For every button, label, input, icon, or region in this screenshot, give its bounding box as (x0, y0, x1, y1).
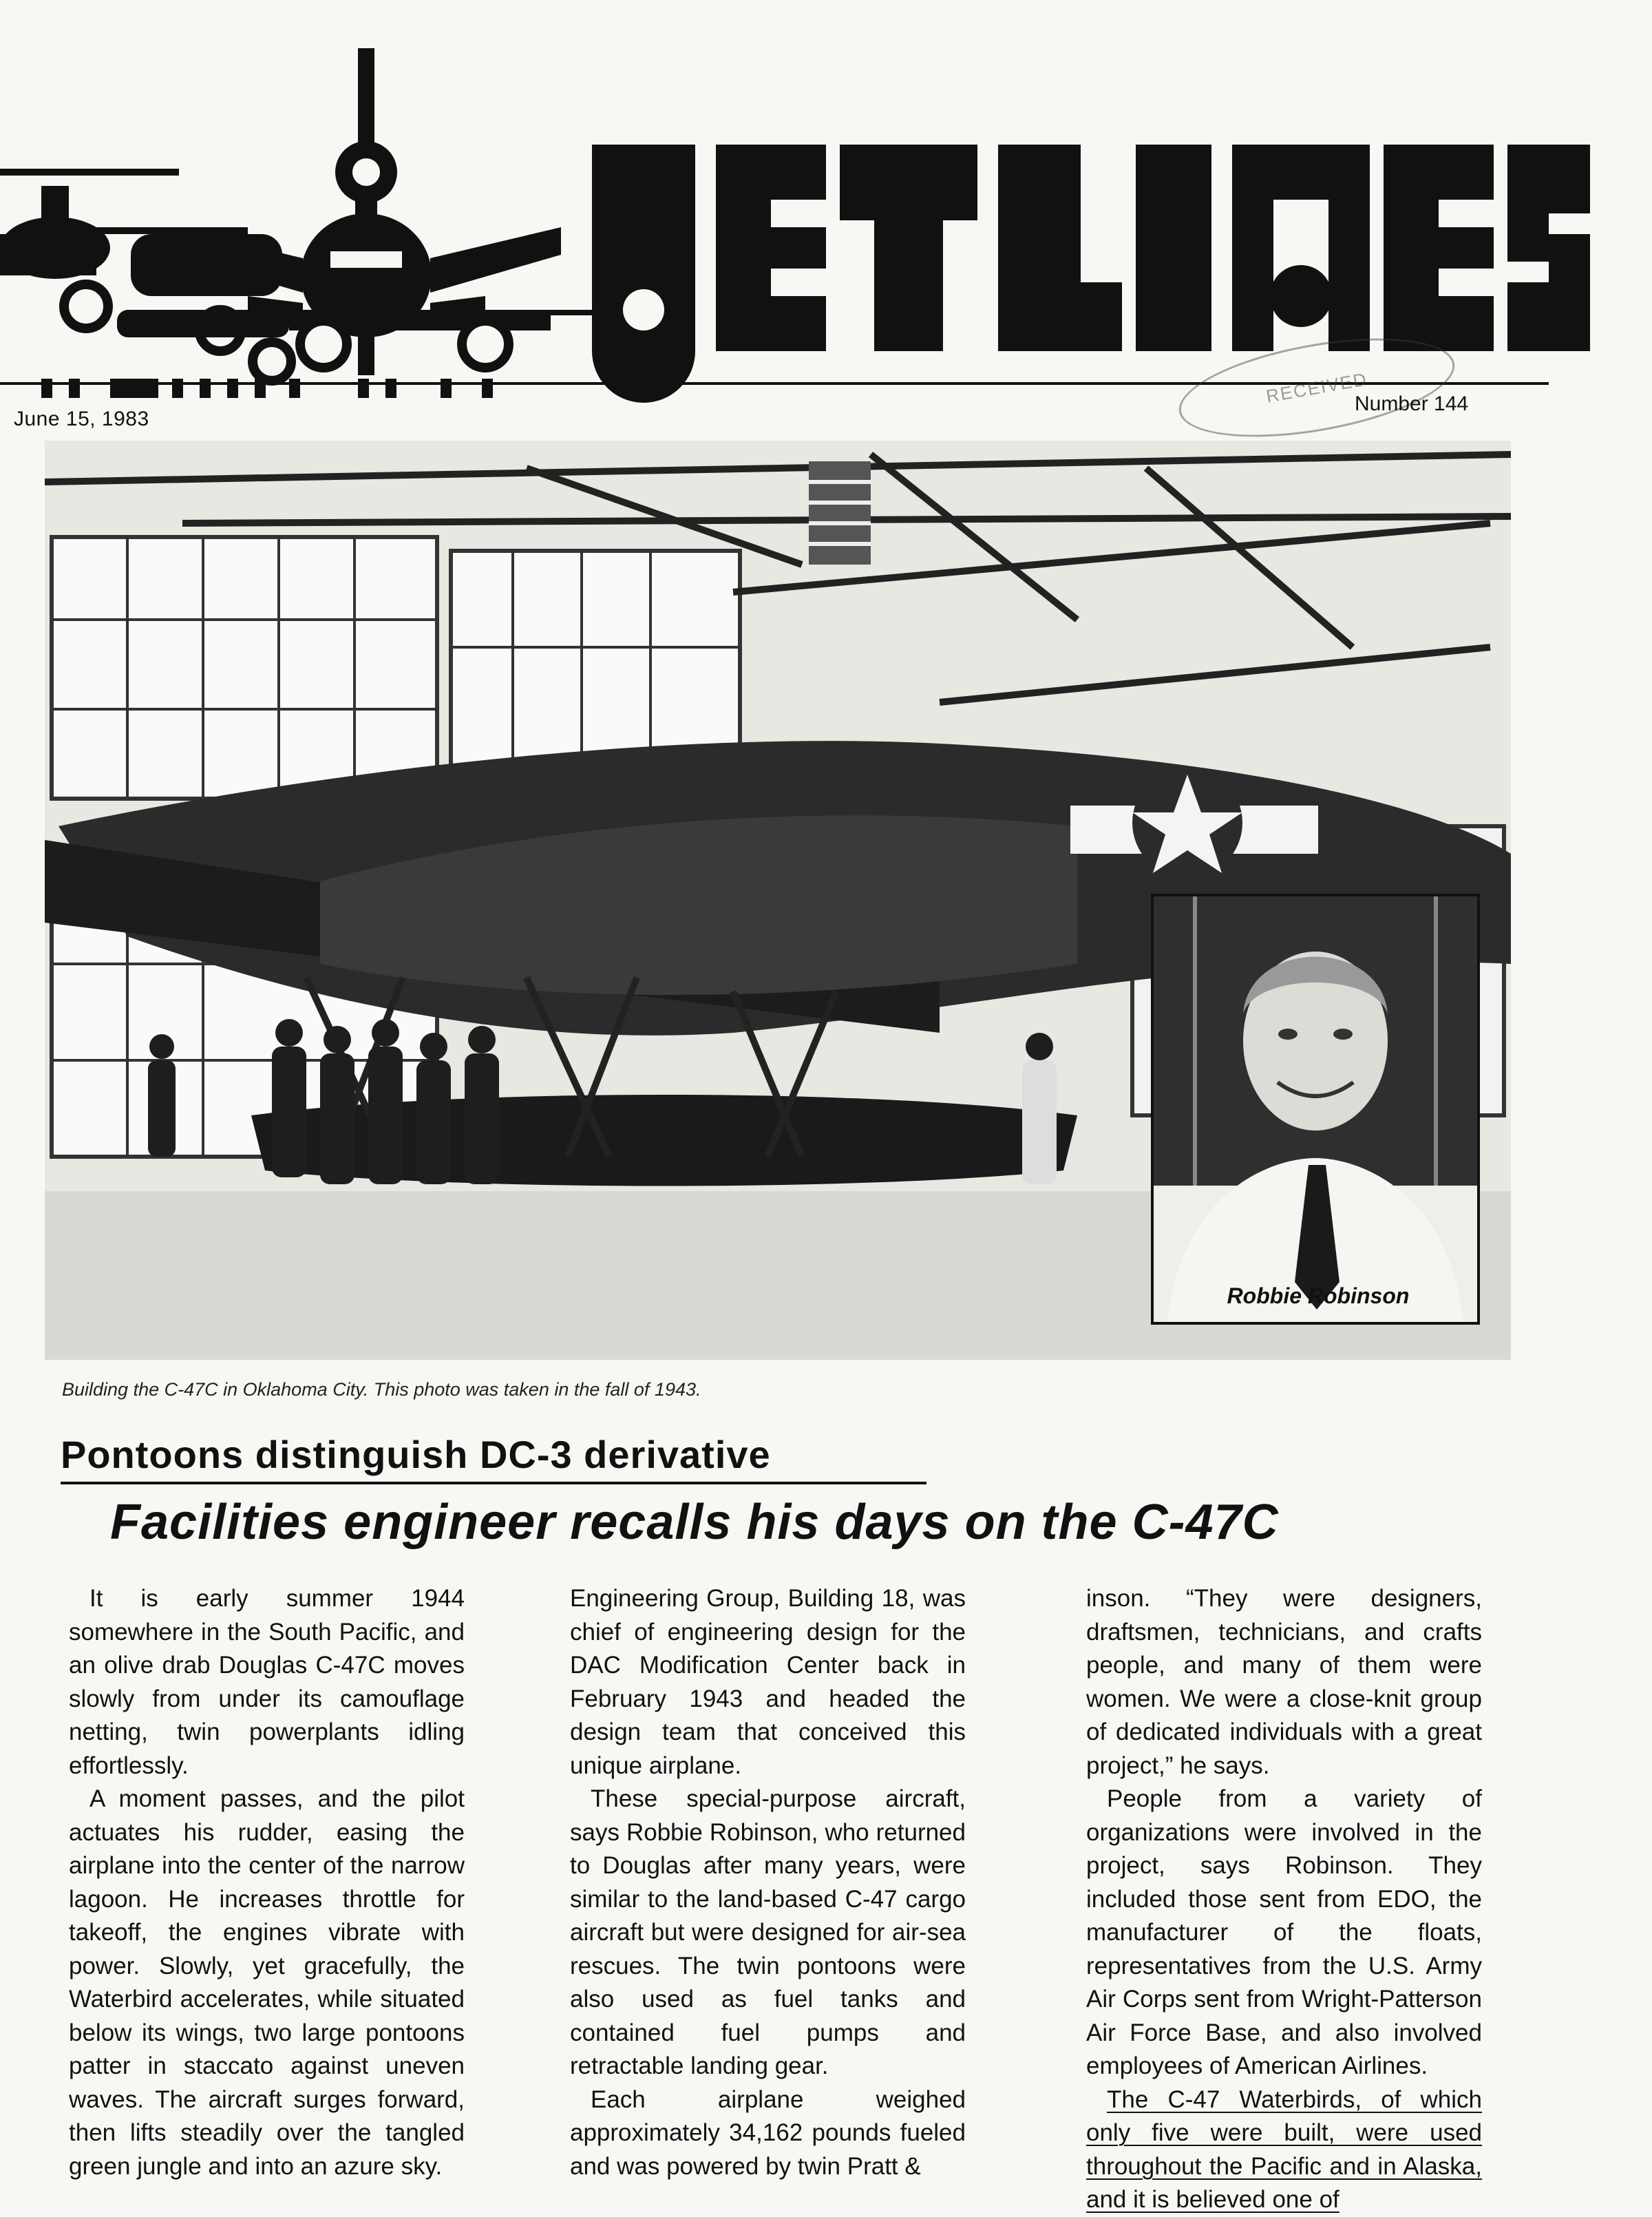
portrait-caption: Robbie Robinson (1227, 1283, 1410, 1308)
portrait-photo (1151, 894, 1480, 1325)
issue-number: Number 144 (1355, 392, 1469, 415)
photo-caption: Building the C-47C in Oklahoma City. This photo was taken in the fall of 1943. (62, 1379, 701, 1400)
paragraph: A moment passes, and the pilot actuates his rudder, easing the airplane into the center of the narrow lagoon. He increases throttle for takeoff, the engines vibrate with power. Slowly, yet gracefully, the Waterbird accelerates, while situated below its wings, two large pontoons patter in staccato against uneven waves. The aircraft surges forward, then lifts steadily over the tangled green jungle and into an azure sky. (69, 1785, 465, 2180)
article-column-2 (570, 1582, 966, 2183)
paragraph: Each airplane weighed approximately 34,162 pounds fueled and was powered by twin Pratt & (570, 2085, 966, 2180)
flag-icon (809, 461, 871, 565)
paragraph: The C-47 Waterbirds, of which only five were built, were used throughout the Pacific and in Alaska, and it is believed one of (1086, 2085, 1482, 2213)
kicker-rule (61, 1482, 926, 1484)
article-kicker: Pontoons distinguish DC-3 derivative (61, 1433, 771, 1476)
issue-date: June 15, 1983 (14, 408, 149, 430)
portrait-illustration (1154, 896, 1477, 1322)
aircraft-silhouettes-icon (0, 48, 592, 398)
article-headline: Facilities engineer recalls his days on the C-47C (110, 1495, 1279, 1550)
paragraph: It is early summer 1944 somewhere in the South Pacific, and an olive drab Douglas C-47C moves slowly from under its camouflage netting, twin powerplants idling effortlessly. (69, 1585, 465, 1779)
article-column-3 (1086, 1582, 1482, 2217)
article-column-1 (69, 1582, 465, 2183)
paragraph: inson. “They were designers, draftsmen, technicians, and crafts people, and many of them were women. We were a close-knit group of dedicated individuals with a great project,” he says. (1086, 1585, 1482, 1779)
paragraph: These special-purpose aircraft, says Robbie Robinson, who returned to Douglas after many years, were similar to the land-based C-47 cargo aircraft but were designed for air-sea rescues. The twin pontoons were also used as fuel tanks and contained fuel pumps and retractable landing gear. (570, 1785, 966, 2079)
paragraph: Engineering Group, Building 18, was chief of engineering design for the DAC Modification Center back in February 1943 and headed the design team that conceived this unique airplane. (570, 1585, 966, 1779)
received-stamp: RECEIVED (1172, 321, 1462, 455)
paragraph: People from a variety of organizations were involved in the project, says Robinson. They included those sent from EDO, the manufacturer of the floats, representatives from the U.S. Army Air Corps sent from Wright-Patterson Air Force Base, and also involved employees of American Airlines. (1086, 1785, 1482, 2079)
